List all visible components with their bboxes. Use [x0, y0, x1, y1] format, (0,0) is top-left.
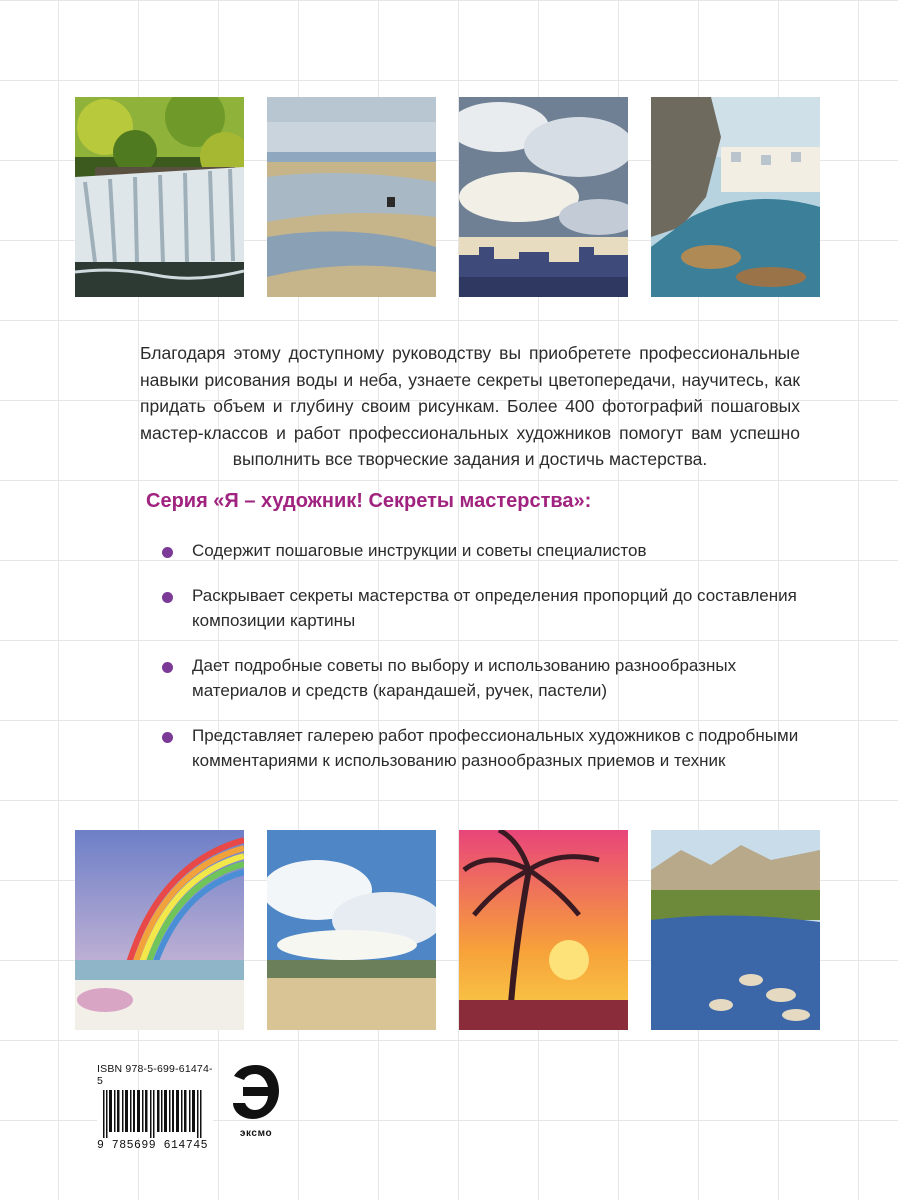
publisher-logo [226, 1063, 286, 1139]
mountain-lake-painting [651, 830, 820, 1030]
barcode-digits: 9 785699 614745 [97, 1139, 209, 1152]
sunset-palm-painting [459, 830, 628, 1030]
eksmo-logo-icon [231, 1063, 281, 1121]
intro-paragraph: Благодаря этому доступному руководству вы приобретете профессиональные навыки рисования воды и неба, узнаете секреты цветопередачи, научитесь, как придать объем и глубину своим рисункам. Более 400 фотографий пошаговых мастер-классов и работ профессиональных художников помогут вам успешно выполнить все творческие задания и достичь мастерства. [140, 343, 800, 469]
sky-clouds-field-painting [267, 830, 436, 1030]
bullet-dot-icon [162, 592, 173, 603]
isbn-number: ISBN 978-5-699-61474-5 [97, 1063, 213, 1087]
list-item: Раскрывает секреты мастерства от определения пропорций до составления композиции картины [160, 583, 800, 633]
isbn-barcode-block [97, 1063, 215, 1152]
bullet-dot-icon [162, 662, 173, 673]
beach-painting [267, 97, 436, 297]
list-item: Содержит пошаговые инструкции и советы специалистов [160, 538, 800, 563]
rainbow-painting [75, 830, 244, 1030]
bullet-dot-icon [162, 732, 173, 743]
list-item: Представляет галерею работ профессиональных художников с подробными комментариями к использованию разнообразных приемов и техник [160, 723, 800, 773]
waterfall-painting [75, 97, 244, 297]
cloudy-sky-city-painting [459, 97, 628, 297]
list-item: Дает подробные советы по выбору и использованию разнообразных материалов и средств (карандашей, ручек, пастели) [160, 653, 800, 703]
coastal-village-painting [651, 97, 820, 297]
publisher-name: эксмо [239, 1128, 273, 1139]
features-list [160, 538, 800, 773]
barcode-icon [97, 1090, 213, 1138]
bullet-dot-icon [162, 547, 173, 558]
series-title: Серия «Я – художник! Секреты мастерства»: [146, 490, 592, 512]
